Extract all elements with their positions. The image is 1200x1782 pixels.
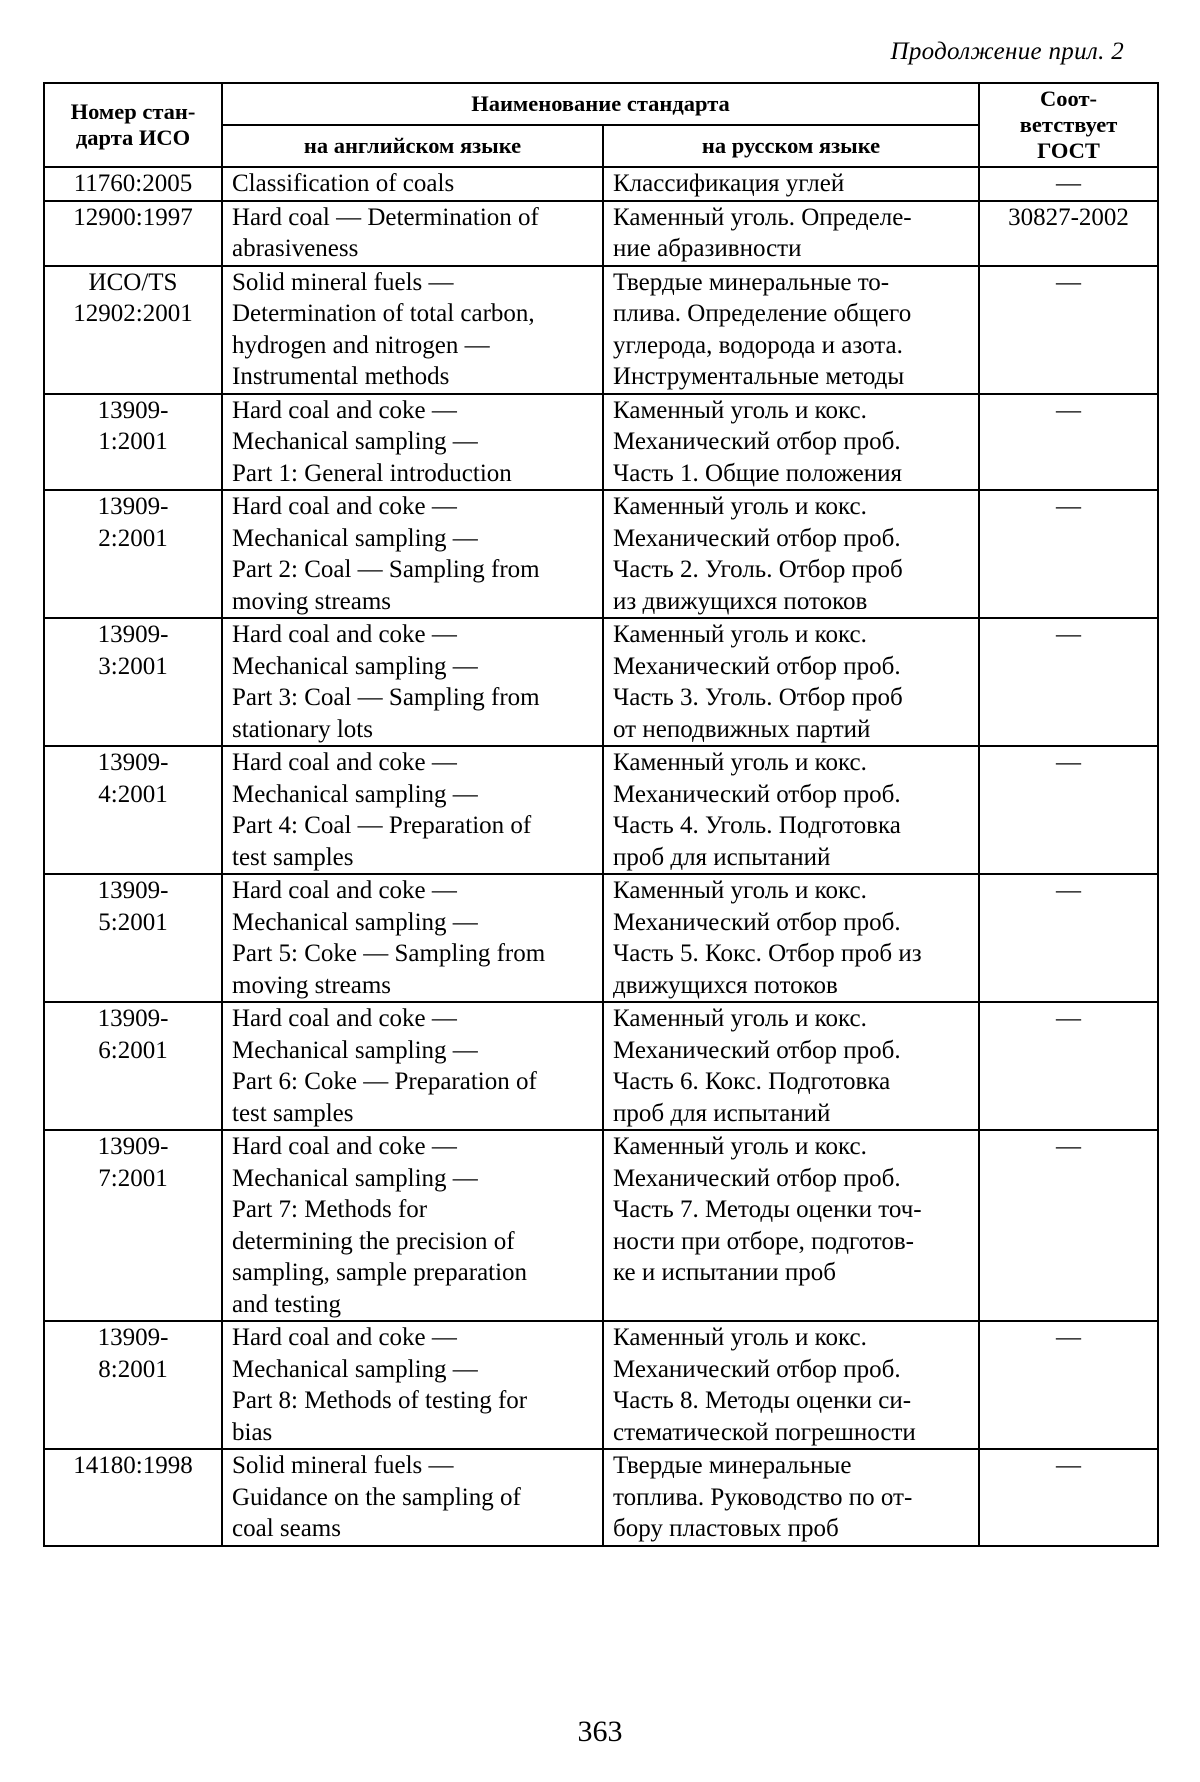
table-row: [44, 874, 1158, 1002]
gost-cell: —: [979, 618, 1158, 746]
header-in-russian-label: на русском языке: [701, 133, 881, 158]
gost-cell: —: [979, 1321, 1158, 1449]
iso-number-cell: 13909- 4:2001: [44, 746, 222, 874]
gost-cell: —: [979, 1449, 1158, 1546]
english-name-cell: Hard coal and coke — Mechanical sampling — Part 8: Methods of testing for bias: [222, 1321, 603, 1449]
russian-name-cell: Каменный уголь. Определе- ние абразивности: [603, 201, 979, 266]
iso-number-cell: ИСО/TS 12902:2001: [44, 266, 222, 394]
iso-number-cell: 13909- 3:2001: [44, 618, 222, 746]
iso-number-cell: 13909- 5:2001: [44, 874, 222, 1002]
english-name-cell: Hard coal and coke — Mechanical sampling — Part 7: Methods for determining the precision of sampling, sample preparation and testing: [222, 1130, 603, 1321]
header-iso-number: [44, 83, 222, 167]
russian-name-cell: Классификация углей: [603, 167, 979, 201]
table-row: [44, 1321, 1158, 1449]
table-row: [44, 1449, 1158, 1546]
header-standard-name-label: Наименование стандарта: [471, 91, 730, 116]
russian-name-cell: Каменный уголь и кокс. Механический отбор проб. Часть 3. Уголь. Отбор проб от неподвижных партий: [603, 618, 979, 746]
iso-number-cell: 12900:1997: [44, 201, 222, 266]
gost-cell: —: [979, 490, 1158, 618]
english-name-cell: Solid mineral fuels — Determination of total carbon, hydrogen and nitrogen — Instrumental methods: [222, 266, 603, 394]
table-row: [44, 1130, 1158, 1321]
iso-number-cell: 11760:2005: [44, 167, 222, 201]
gost-cell: —: [979, 874, 1158, 1002]
russian-name-cell: Каменный уголь и кокс. Механический отбор проб. Часть 6. Кокс. Подготовка проб для испытаний: [603, 1002, 979, 1130]
table-row: [44, 394, 1158, 491]
gost-cell: —: [979, 266, 1158, 394]
russian-name-cell: Каменный уголь и кокс. Механический отбор проб. Часть 2. Уголь. Отбор проб из движущихся потоков: [603, 490, 979, 618]
iso-number-cell: 13909- 7:2001: [44, 1130, 222, 1321]
english-name-cell: Solid mineral fuels — Guidance on the sampling of coal seams: [222, 1449, 603, 1546]
iso-standards-table: [43, 82, 1159, 1547]
russian-name-cell: Твердые минеральные топлива. Руководство по от- бору пластовых проб: [603, 1449, 979, 1546]
header-in-russian: [603, 125, 979, 167]
russian-name-cell: Каменный уголь и кокс. Механический отбор проб. Часть 5. Кокс. Отбор проб из движущихся потоков: [603, 874, 979, 1002]
iso-number-cell: 13909- 2:2001: [44, 490, 222, 618]
gost-cell: —: [979, 1130, 1158, 1321]
iso-number-cell: 13909- 1:2001: [44, 394, 222, 491]
header-standard-name: [222, 83, 979, 125]
english-name-cell: Hard coal and coke — Mechanical sampling — Part 2: Coal — Sampling from moving streams: [222, 490, 603, 618]
gost-cell: —: [979, 746, 1158, 874]
header-row-top: [44, 83, 1158, 125]
header-gost: [979, 83, 1158, 167]
english-name-cell: Hard coal and coke — Mechanical sampling — Part 4: Coal — Preparation of test samples: [222, 746, 603, 874]
gost-cell: —: [979, 1002, 1158, 1130]
table-row: [44, 266, 1158, 394]
table-row: [44, 490, 1158, 618]
table-row: [44, 167, 1158, 201]
english-name-cell: Hard coal and coke — Mechanical sampling — Part 1: General introduction: [222, 394, 603, 491]
gost-cell: 30827-2002: [979, 201, 1158, 266]
iso-number-cell: 13909- 6:2001: [44, 1002, 222, 1130]
table-row: [44, 1002, 1158, 1130]
english-name-cell: Classification of coals: [222, 167, 603, 201]
header-gost-label: Соот- ветствует ГОСТ: [1019, 86, 1118, 163]
table-body: [44, 167, 1158, 1546]
english-name-cell: Hard coal and coke — Mechanical sampling — Part 6: Coke — Preparation of test samples: [222, 1002, 603, 1130]
page-number: 363: [577, 1715, 623, 1748]
iso-number-cell: 13909- 8:2001: [44, 1321, 222, 1449]
iso-number-cell: 14180:1998: [44, 1449, 222, 1546]
english-name-cell: Hard coal — Determination of abrasiveness: [222, 201, 603, 266]
russian-name-cell: Каменный уголь и кокс. Механический отбор проб. Часть 1. Общие положения: [603, 394, 979, 491]
header-in-english-label: на английском языке: [303, 133, 522, 158]
english-name-cell: Hard coal and coke — Mechanical sampling — Part 3: Coal — Sampling from stationary lots: [222, 618, 603, 746]
running-header: Продолжение прил. 2: [890, 38, 1124, 65]
gost-cell: —: [979, 394, 1158, 491]
table-row: [44, 746, 1158, 874]
english-name-cell: Hard coal and coke — Mechanical sampling — Part 5: Coke — Sampling from moving streams: [222, 874, 603, 1002]
table-row: [44, 618, 1158, 746]
gost-cell: —: [979, 167, 1158, 201]
russian-name-cell: Твердые минеральные то- плива. Определение общего углерода, водорода и азота. Инструментальные методы: [603, 266, 979, 394]
header-in-english: [222, 125, 603, 167]
table-header: [44, 83, 1158, 167]
header-iso-number-label: Номер стан- дарта ИСО: [70, 99, 196, 150]
russian-name-cell: Каменный уголь и кокс. Механический отбор проб. Часть 8. Методы оценки си- стематической погрешности: [603, 1321, 979, 1449]
russian-name-cell: Каменный уголь и кокс. Механический отбор проб. Часть 7. Методы оценки точ- ности при отборе, подготов- ке и испытании проб: [603, 1130, 979, 1321]
russian-name-cell: Каменный уголь и кокс. Механический отбор проб. Часть 4. Уголь. Подготовка проб для испытаний: [603, 746, 979, 874]
table-row: [44, 201, 1158, 266]
